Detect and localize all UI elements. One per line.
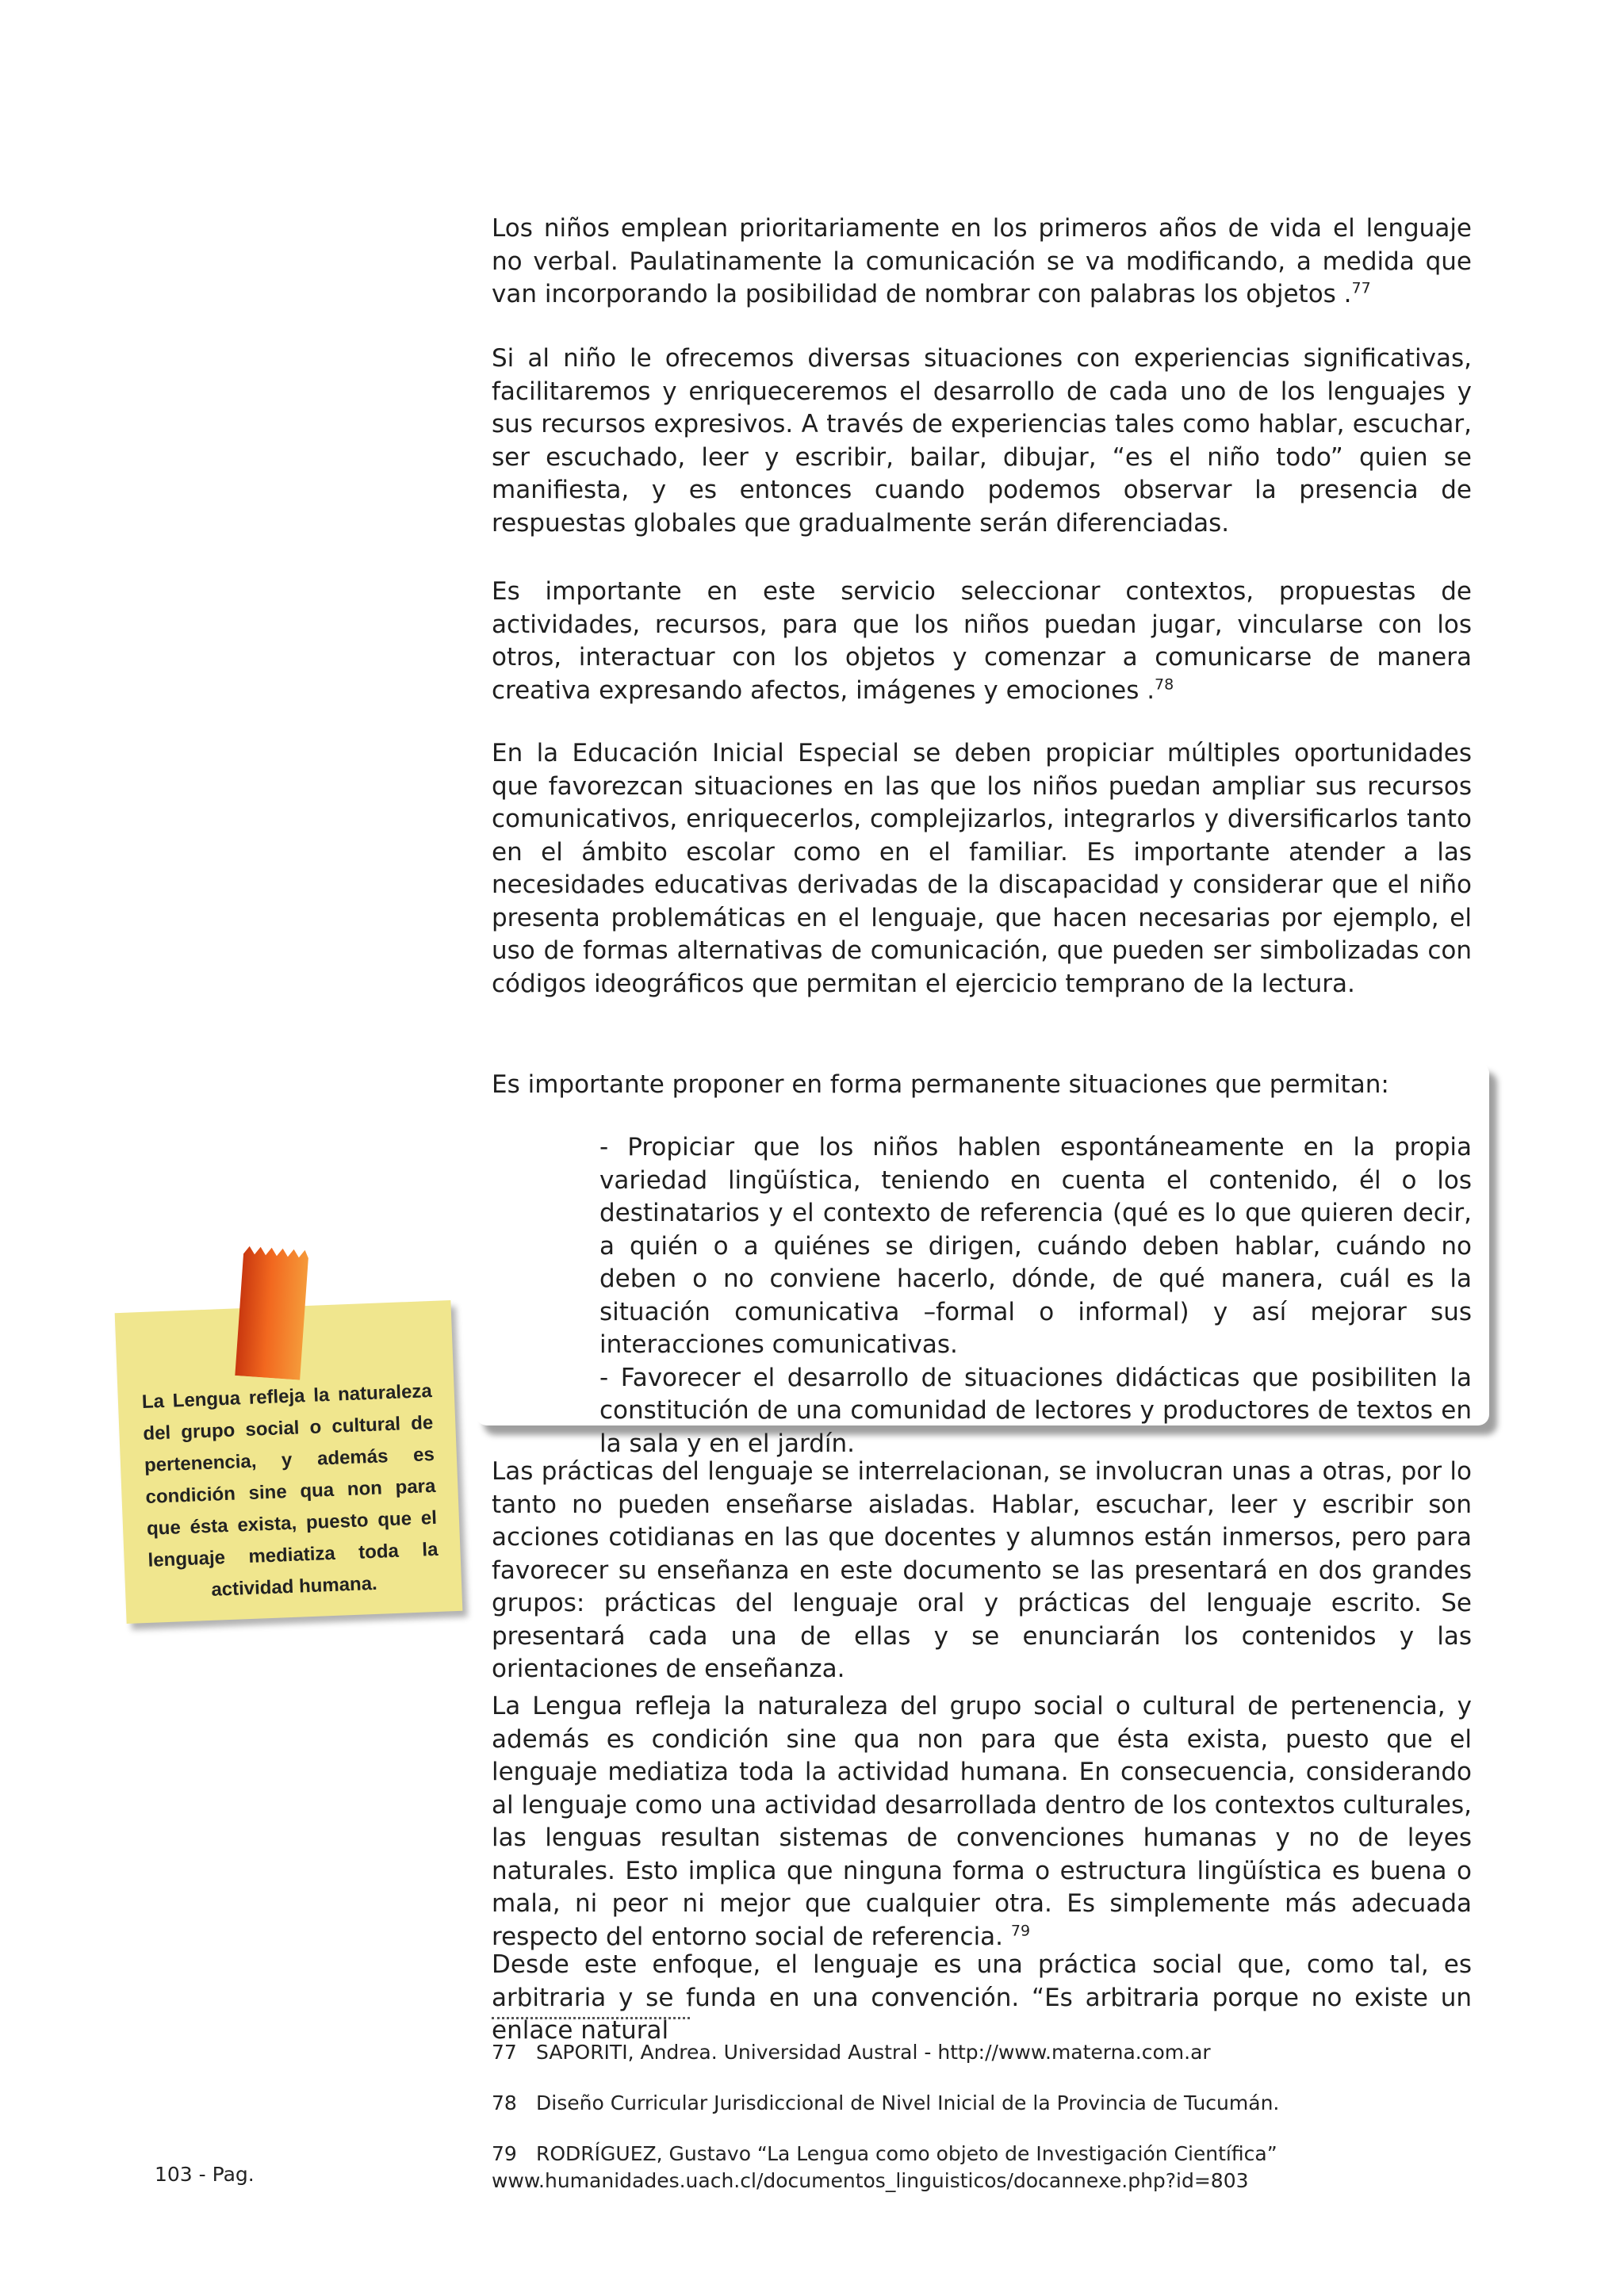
callout-intro-text: Es importante proponer en forma permanente situaciones que permitan: (492, 1070, 1389, 1099)
page-number: 103 - Pag. (155, 2163, 255, 2186)
footnote-79 (492, 2141, 1472, 2195)
bookmark-tab-icon (233, 1244, 310, 1380)
callout-list-item: - Favorecer el desarrollo de situaciones didácticas que posibiliten la constitución de una comunidad de lectores y productores de textos en la sala y en el jardín. (599, 1363, 1472, 1458)
paragraph-2-text: Si al niño le ofrecemos diversas situaciones con experiencias significativas, facilitaremos y enriqueceremos el desarrollo de cada uno de los lenguajes y sus recursos expresivos. A través de experiencias tales como hablar, escuchar, ser escuchado, leer y escribir, bailar, dibujar, “es el niño todo” quien se manifiesta, y es entonces cuando podemos observar la presencia de respuestas globales que gradualmente serán diferenciadas. (492, 344, 1472, 538)
paragraph-6 (492, 1690, 1472, 1954)
callout-list (599, 1131, 1472, 1460)
paragraph-5-text: Las prácticas del lenguaje se interrelacionan, se involucran unas a otras, por lo tanto no pueden enseñarse aisladas. Hablar, escuchar, leer y escribir son acciones cotidianas en las que docentes y alumnos están inmersos, pero para favorecer su enseñanza en este documento se las presentará en dos grandes grupos: prácticas del lenguaje oral y prácticas del lenguaje escrito. Se presentará cada una de ellas y se enunciarán los contenidos y las orientaciones de enseñanza. (492, 1457, 1472, 1683)
paragraph-1-text: Los niños emplean prioritariamente en los primeros años de vida el lenguaje no verbal. Paulatinamente la comunicación se va modificando, a medida que van incorporando la posibilidad de nombrar con palabras los objetos . (492, 214, 1472, 308)
paragraph-7 (492, 1949, 1472, 2048)
footnote-77 (492, 2039, 1472, 2066)
paragraph-1 (492, 212, 1472, 312)
paragraph-3-text: Es importante en este servicio seleccionar contextos, propuestas de actividades, recursos, para que los niños puedan jugar, vincularse con los otros, interactuar con los objetos y comenzar a comunicarse de manera creativa expresando afectos, imágenes y emociones . (492, 577, 1472, 705)
footnote-ref-79[interactable]: 79 (1010, 1922, 1031, 1940)
footnote-text: RODRÍGUEZ, Gustavo “La Lengua como objeto de Investigación Científica” www.humanidades.uach.cl/documentos_linguisticos/docannexe.php?id=803 (492, 2142, 1277, 2192)
paragraph-4-text: En la Educación Inicial Especial se deben propiciar múltiples oportunidades que favorezcan situaciones en las que los niños puedan ampliar sus recursos comunicativos, enriquecerlos, complejizarlos, integrarlos y diversificarlos tanto en el ámbito escolar como en el familiar. Es importante atender a las necesidades educativas derivadas de la discapacidad y considerar que el niño presenta problemáticas en el lenguaje, que hacen necesarias por ejemplo, el uso de formas alternativas de comunicación, que pueden ser simbolizadas con códigos ideográficos que permitan el ejercicio temprano de la lectura. (492, 739, 1472, 998)
footnote-ref-78[interactable]: 78 (1155, 675, 1174, 694)
footnote-number: 78 (492, 2091, 517, 2114)
footnote-number: 79 (492, 2142, 517, 2165)
callout-intro (492, 1069, 1472, 1102)
paragraph-7-text: Desde este enfoque, el lenguaje es una práctica social que, como tal, es arbitraria y se funda en una convención. “Es arbitraria porque no existe un enlace natural (492, 1950, 1472, 2045)
paragraph-6-text: La Lengua refleja la naturaleza del grupo social o cultural de pertenencia, y además es condición sine qua non para que ésta exista, puesto que el lenguaje mediatiza toda la actividad humana. En consecuencia, considerando al lenguaje como una actividad desarrollada dentro de los contextos culturales, las lenguas resultan sistemas de convenciones humanas y no de leyes naturales. Esto implica que ninguna forma o estructura lingüística es buena o mala, ni peor ni mejor que cualquier otra. Es simplemente más adecuada respecto del entorno social de referencia. (492, 1692, 1472, 1951)
callout-list-item: - Propiciar que los niños hablen espontáneamente en la propia variedad lingüística, teniendo en cuenta el contenido, él o los destinatarios y el contexto de referencia (qué es lo que quieren decir, a quién o a quiénes se dirigen, cuándo deben hablar, cuándo no deben o no conviene hacerlo, dónde, de qué manera, cuál es la situación comunicativa –formal o informal) y así mejorar sus interacciones comunicativas. (599, 1133, 1472, 1359)
footnote-text: SAPORITI, Andrea. Universidad Austral - http://www.materna.com.ar (536, 2041, 1211, 2064)
paragraph-2 (492, 342, 1472, 540)
paragraph-3 (492, 576, 1472, 707)
sticky-note-text: La Lengua refleja la naturaleza del grupo social o cultural de pertenencia, y además es condición sine qua non para que ésta exista, puesto que el lenguaje mediatiza toda la actividad humana. (141, 1380, 439, 1601)
paragraph-5 (492, 1456, 1472, 1686)
paragraph-4 (492, 737, 1472, 1001)
footnote-number: 77 (492, 2041, 517, 2064)
footnote-text: Diseño Curricular Jurisdiccional de Nivel Inicial de la Provincia de Tucumán. (536, 2091, 1280, 2114)
footnote-divider (492, 2017, 690, 2019)
footnote-78 (492, 2090, 1472, 2117)
footnote-ref-77[interactable]: 77 (1351, 279, 1371, 297)
